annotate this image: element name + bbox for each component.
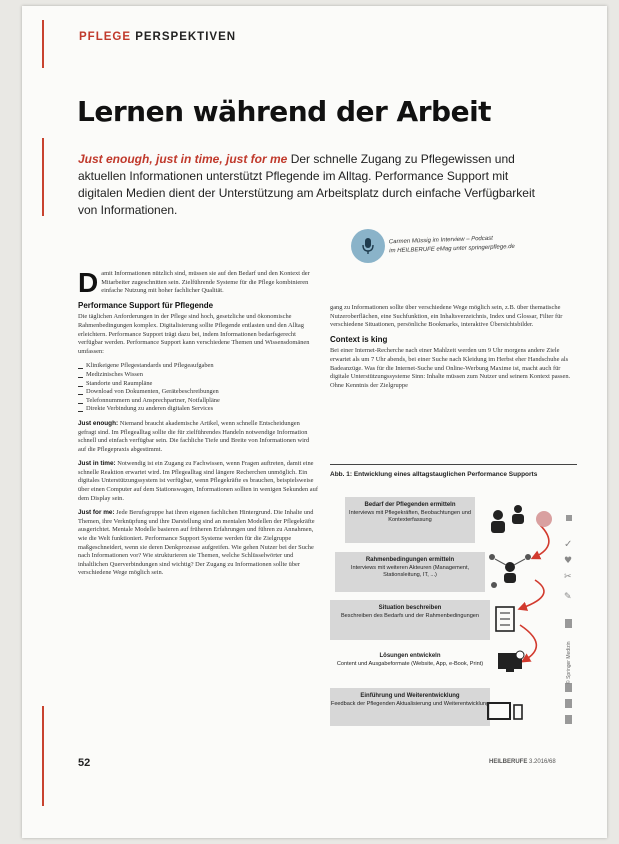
step-sub: Content und Ausgabeformate (Website, App, e-Book, Print) bbox=[336, 661, 484, 667]
subheading-context: Context is king bbox=[330, 334, 388, 344]
svg-text:✎: ✎ bbox=[564, 592, 572, 602]
step-title: Rahmenbedingungen ermitteln bbox=[365, 557, 455, 563]
lede-bold: Just enough, just in time, just for me bbox=[78, 152, 288, 166]
list-item: Medizinisches Wissen bbox=[78, 371, 318, 380]
intro-paragraph bbox=[78, 267, 318, 298]
step-sub: Beschreiben des Bedarfs und der Rahmenbedingungen bbox=[340, 613, 480, 619]
podcast-line-2: im HEILBERUFE eMag unter springerpflege.de bbox=[389, 243, 515, 255]
figure-rule bbox=[330, 464, 577, 465]
magazine-name: HEILBERUFE bbox=[489, 759, 528, 765]
list-item: Standorte und Raumpläne bbox=[78, 380, 318, 389]
step-title: Situation beschreiben bbox=[378, 605, 442, 611]
margin-rule-top bbox=[42, 20, 44, 68]
list-item: Telefonnummern und Ansprechpartner, Notfallpläne bbox=[78, 397, 318, 406]
side-icon-column bbox=[564, 515, 572, 724]
footer-magazine bbox=[489, 759, 556, 765]
step-title: Bedarf der Pflegenden ermitteln bbox=[364, 502, 456, 508]
image-credit: © Springer Medizin bbox=[566, 641, 572, 684]
right-paragraph-1: gang zu Informationen sollte über verschiedene Wege möglich sein, z.B. über thematische Nutzeroberflächen, eine Suchfunktion, ein Inhaltsverzeichnis, Index und Glossar, Filter für verschiedene Situationen, persönliche Bookmarks, interaktive Übersichtsbilder. bbox=[330, 304, 563, 329]
monitor-icon bbox=[498, 651, 524, 672]
section-kicker bbox=[79, 31, 236, 43]
margin-rule-bottom bbox=[42, 706, 44, 806]
text-just-enough: Niemand braucht akademische Artikel, wenn schnelle Entscheidungen gefragt sind. Im Pflegealltag sollte die für zielführendes Handeln notwendige Information schnell und einfach verfügbar sein. Die fachliche Tiefe und Breite von Informationen wird auf die Pflegepraxis abgestimmt. bbox=[78, 419, 310, 453]
figure-graphics bbox=[440, 495, 580, 735]
lede-text: Der schnelle Zugang zu Pflegewissen und aktuellen Informationen unterstützt Pflegende im Alltag. Performance Support mit digitalen Medien dient der Unterstützung am Arbeitsplatz durch einfache Verfügbarkeit von Informationen. bbox=[78, 152, 535, 217]
list-icon bbox=[496, 607, 514, 631]
flow-arrow bbox=[522, 580, 544, 608]
list-item: Download von Dokumenten, Gerätebeschreibungen bbox=[78, 388, 318, 397]
paragraph-1: Die täglichen Anforderungen in der Pflege sind hoch, gesetzliche und ökonomische Rahmenbedingungen komplex. Digitalisierung sollte Pflegende entlasten und den Alltag erleichtern. Performance Support trägt dazu bei, indem Informationen bedarfsgerecht verfügbar werden. Performance Support kann verschiedene Themen und Wissensdomänen umfassen: bbox=[78, 313, 310, 355]
microphone-icon[interactable] bbox=[351, 229, 385, 263]
network-icon bbox=[489, 554, 531, 588]
step-title: Einführung und Weiterentwicklung bbox=[360, 693, 460, 699]
figure-1 bbox=[330, 464, 577, 486]
kicker-red: PFLEGE bbox=[79, 31, 132, 43]
dropcap: D bbox=[78, 267, 99, 298]
svg-text:♥: ♥ bbox=[564, 556, 573, 566]
step-sub: Feedback der Pflegenden Aktualisierung und Weiterentwicklung bbox=[330, 701, 490, 707]
magazine-issue: 3.2016/68 bbox=[529, 759, 556, 765]
left-column bbox=[78, 267, 318, 584]
subheading-performance-support: Performance Support für Pflegende bbox=[78, 300, 214, 310]
margin-rule-mid bbox=[42, 138, 44, 216]
podcast-teaser[interactable] bbox=[351, 229, 515, 263]
flow-arrow bbox=[535, 525, 549, 557]
runin-just-in-time: Just in time: bbox=[78, 460, 116, 468]
paragraph-just-in-time bbox=[78, 460, 318, 503]
svg-text:✓: ✓ bbox=[564, 539, 573, 550]
text-just-in-time: Notwendig ist ein Zugang zu Fachwissen, wenn Fragen auftreten, damit eine schnelle Reaktion erwartet wird. Im Pflegealltag sind längere Recherchen unmöglich. Ein digitales Unterstützungssystem ist verfügbar, wenn Pflegekräfte es brauchen, beispielsweise über einen Computer auf dem Stationswagen, Informationen sollten in wenigen Sekunden auf dem Display sein. bbox=[78, 460, 318, 502]
paragraph-just-enough bbox=[78, 420, 318, 454]
figure-caption: Abb. 1: Entwicklung eines alltagstauglichen Performance Supports bbox=[330, 471, 538, 478]
step-sub: Interviews mit weiteren Akteuren (Management, Stationsleitung, IT, ...) bbox=[350, 565, 470, 578]
topic-list bbox=[78, 362, 318, 414]
step-sub: Interviews mit Pflegekräften, Beobachtungen und Kontexterfassung bbox=[349, 510, 471, 523]
right-column bbox=[330, 304, 576, 396]
runin-just-for-me: Just for me: bbox=[78, 509, 115, 517]
list-item: Direkte Verbindung zu anderen digitalen Services bbox=[78, 405, 318, 414]
kicker-rest: PERSPEKTIVEN bbox=[131, 31, 237, 43]
article-title: Lernen während der Arbeit bbox=[77, 95, 492, 128]
list-item: Klinikeigene Pflegestandards und Pflegeaufgaben bbox=[78, 362, 318, 371]
article-lede bbox=[78, 151, 548, 219]
page-number: 52 bbox=[78, 757, 91, 769]
text-just-for-me: Jede Berufsgruppe hat ihren eigenen fachlichen Hintergrund. Die Inhalte und Themen, ihre Verknüpfung und ihre Darstellung sind an mentalen Modellen der Pflegekräfte ausgerichtet. Mentale Modelle basieren auf früheren Erfahrungen und führen zu Annahmen, wie die Welt funktioniert. Performance Support Systeme werden für die Zielgruppe maßgeschneidert, wenn sie deren Denkprozesse aufgreifen. Wie gehen Nutzer bei der Suche nach Informationen vor? Wie strukturieren sie Themen, welche Schlüsselwörter und inhaltlichen Querverbindungen sind wichtig? Der Zugang zu Informationen sollte über verschiedene Wege möglich sein. bbox=[78, 509, 315, 577]
runin-just-enough: Just enough: bbox=[78, 419, 119, 427]
step-title: Lösungen entwickeln bbox=[379, 653, 441, 659]
intro-text: amit Informationen nützlich sind, müssen sie auf den Bedarf und den Kontext der Mitarbeiter zugeschnitten sein. Zielführende Systeme für die Pflege kombinieren einfache Nutzung mit hoher fachlicher Qualität. bbox=[101, 270, 310, 295]
paragraph-just-for-me bbox=[78, 509, 318, 578]
podcast-line-1: Carmen Müssig im Interview – Podcast bbox=[388, 235, 493, 246]
right-paragraph-2: Bei einer Internet-Recherche nach einer Mahlzeit werden um 9 Uhr morgens andere Ziele erwartet als um 7 Uhr abends, bei einer Suche nach Kleidung im Herbst eher Handschuhe als Badeanzüge. Was für die Internet-Suche und Online-Werbung Maxime ist, macht auch für digitale Unterstützungssysteme Sinn: Inhalte müssen zum Nutzer und seinem Kontext passen. Ohne Kenntnis der Zielgruppe bbox=[330, 347, 571, 389]
svg-text:✂: ✂ bbox=[564, 572, 572, 582]
devices-icon bbox=[488, 703, 522, 719]
